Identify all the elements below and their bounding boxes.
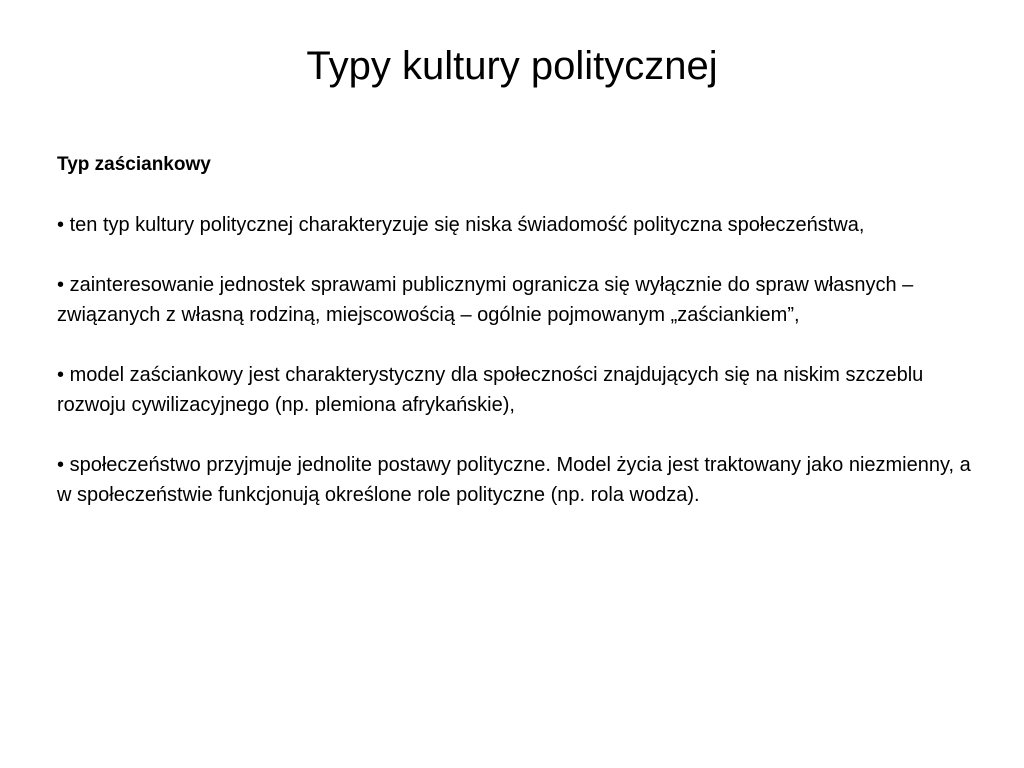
bullet-icon: • xyxy=(57,214,65,236)
bullet-icon: • xyxy=(57,274,65,296)
bullet-text: ten typ kultury politycznej charakteryzuje się niska świadomość polityczna społeczeństwa, xyxy=(69,214,865,236)
bullet-text: społeczeństwo przyjmuje jednolite postawy polityczne. Model życia jest traktowany jako niezmienny, a w społeczeństwie funkcjonują określone role polityczne (np. rola wodza). xyxy=(57,454,971,506)
bullet-item xyxy=(57,210,972,240)
bullet-icon: • xyxy=(57,364,65,386)
bullet-text: zainteresowanie jednostek sprawami publicznymi ogranicza się wyłącznie do spraw własnych – związanych z własną rodziną, miejscowością – ogólnie pojmowanym „zaściankiem”, xyxy=(57,274,914,326)
section-heading: Typ zaściankowy xyxy=(57,154,211,175)
bullet-item xyxy=(57,450,972,510)
bullet-text: model zaściankowy jest charakterystyczny dla społeczności znajdujących się na niskim szczeblu rozwoju cywilizacyjnego (np. plemiona afrykańskie), xyxy=(57,364,924,416)
slide-title: Typy kultury politycznej xyxy=(306,44,718,88)
bullet-item xyxy=(57,360,972,420)
slide-content xyxy=(57,150,972,510)
bullet-icon: • xyxy=(57,454,65,476)
bullet-item xyxy=(57,270,972,330)
